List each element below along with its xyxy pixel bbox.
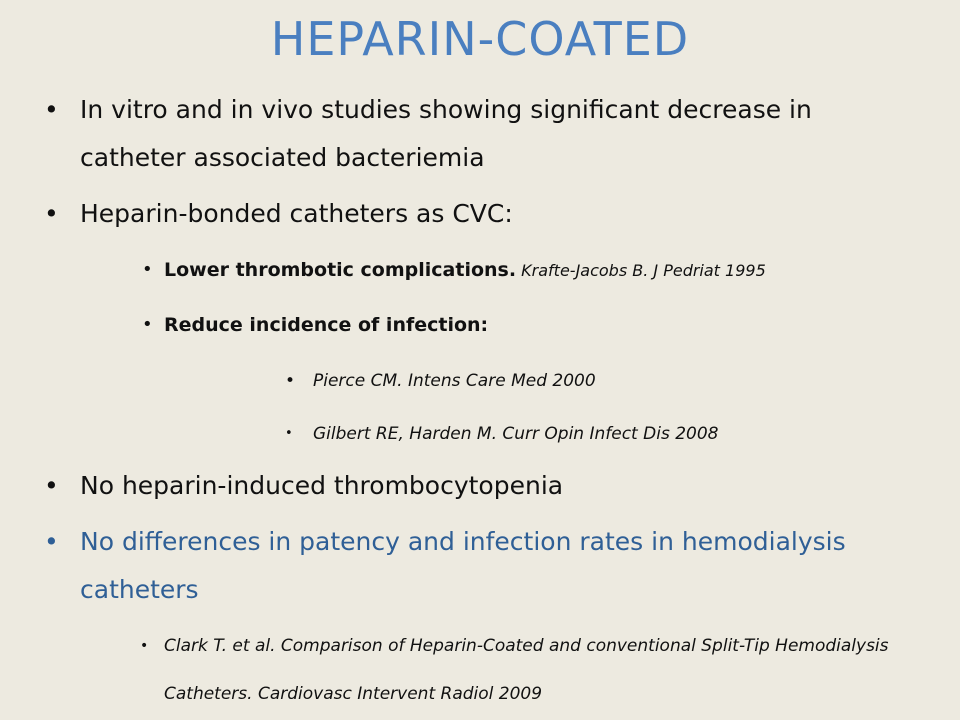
bullet-marker: • <box>44 471 59 500</box>
bullet-text-line: No heparin-induced thrombocytopenia <box>80 471 564 500</box>
citation-marker: • <box>285 371 296 391</box>
citation-text: Pierce CM. Intens Care Med 2000 <box>313 371 596 391</box>
citation-text-line: Clark T. et al. Comparison of Heparin-Coated and conventional Split-Tip Hemodialysis <box>164 636 889 656</box>
sub-bullet-marker: • <box>142 259 153 280</box>
bullet-text-line: No differences in patency and infection rates in hemodialysis <box>80 527 846 556</box>
bullet-thrombocytopenia <box>44 462 564 510</box>
bullet-hemodialysis <box>44 518 846 614</box>
sub-bullet-text: Lower thrombotic complications. <box>164 259 517 281</box>
bullet-studies <box>44 86 812 182</box>
citation-text-line: Catheters. Cardiovasc Intervent Radiol 2009 <box>164 684 543 704</box>
citation-pierce <box>285 368 596 394</box>
citation-gilbert <box>285 421 719 447</box>
sub-bullet-marker: • <box>142 314 153 335</box>
sub-bullet-thrombotic <box>142 255 766 286</box>
bullet-marker: • <box>44 527 59 556</box>
bullet-text-line: Heparin-bonded catheters as CVC: <box>80 199 513 228</box>
sub-bullet-text: Reduce incidence of infection: <box>164 314 489 336</box>
bullet-marker: • <box>44 199 59 228</box>
citation-clark <box>140 622 889 718</box>
sub-bullet-infection <box>142 310 489 340</box>
bullet-marker: • <box>44 95 59 124</box>
citation-marker: • <box>285 426 293 441</box>
citation-marker: • <box>140 638 149 654</box>
bullet-text-line: catheters <box>80 575 199 604</box>
slide-title: HEPARIN-COATED <box>270 12 690 66</box>
bullet-heparin-bonded <box>44 190 513 238</box>
bullet-text-line: catheter associated bacteriemia <box>80 143 485 172</box>
bullet-text-line: In vitro and in vivo studies showing significant decrease in <box>80 95 812 124</box>
citation-text: Krafte-Jacobs B. J Pedriat 1995 <box>516 261 766 280</box>
citation-text: Gilbert RE, Harden M. Curr Opin Infect Dis 2008 <box>313 424 719 444</box>
